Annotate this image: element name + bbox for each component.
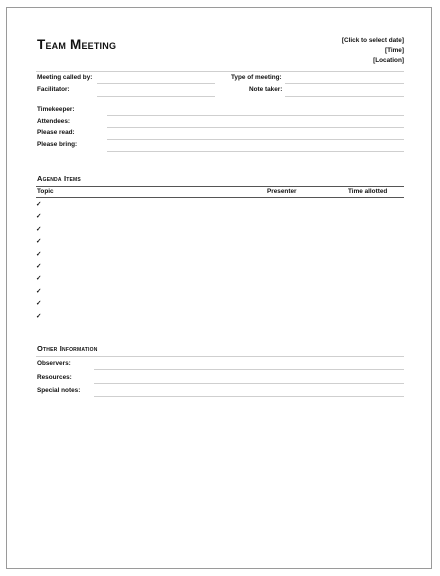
label-timekeeper: Timekeeper: <box>37 106 75 113</box>
field-line-facilitator[interactable] <box>97 96 215 97</box>
field-line-resources[interactable] <box>94 383 404 384</box>
label-please-bring: Please bring: <box>37 141 78 148</box>
agenda-col-topic: Topic <box>37 188 54 195</box>
label-resources: Resources: <box>37 374 72 381</box>
label-observers: Observers: <box>37 360 71 367</box>
field-line-type-of-meeting[interactable] <box>285 83 404 84</box>
agenda-rule-header <box>36 197 404 198</box>
agenda-item-check: ✓ <box>36 213 42 221</box>
agenda-col-time-allotted: Time allotted <box>348 188 388 195</box>
agenda-item-check: ✓ <box>36 287 42 295</box>
label-special-notes: Special notes: <box>37 387 81 394</box>
agenda-item-check: ✓ <box>36 275 42 283</box>
divider <box>36 356 404 357</box>
meeting-meta <box>342 36 404 66</box>
agenda-item-check: ✓ <box>36 250 42 258</box>
other-information-heading: Other Information <box>37 344 98 353</box>
agenda-item-check: ✓ <box>36 201 42 208</box>
document-title: Team Meeting <box>37 37 117 52</box>
time-placeholder[interactable]: [Time] <box>384 47 404 54</box>
document-page <box>6 7 432 569</box>
field-line-meeting-called-by[interactable] <box>97 83 215 84</box>
label-facilitator: Facilitator: <box>37 86 70 93</box>
label-note-taker: Note taker: <box>249 86 283 93</box>
field-line-special-notes[interactable] <box>94 396 404 397</box>
location-placeholder[interactable]: [Location] <box>373 57 404 64</box>
label-type-of-meeting: Type of meeting: <box>231 74 282 81</box>
agenda-rule-top <box>36 186 404 187</box>
agenda-item-check: ✓ <box>36 238 42 246</box>
agenda-item-check: ✓ <box>36 300 42 308</box>
agenda-heading: Agenda Items <box>37 174 81 183</box>
field-line-please-bring[interactable] <box>107 151 404 152</box>
field-line-please-read[interactable] <box>107 139 404 140</box>
divider <box>36 71 404 72</box>
agenda-item-check: ✓ <box>36 312 42 320</box>
label-attendees: Attendees: <box>37 118 71 125</box>
label-meeting-called-by: Meeting called by: <box>37 74 93 81</box>
field-line-observers[interactable] <box>94 369 404 370</box>
agenda-item-check: ✓ <box>36 225 42 233</box>
label-please-read: Please read: <box>37 129 75 136</box>
agenda-col-presenter: Presenter <box>267 188 297 195</box>
date-placeholder[interactable]: [Click to select date] <box>341 37 404 44</box>
field-line-timekeeper[interactable] <box>107 115 404 116</box>
field-line-note-taker[interactable] <box>285 96 404 97</box>
agenda-item-check: ✓ <box>36 263 42 270</box>
field-line-attendees[interactable] <box>107 127 404 128</box>
